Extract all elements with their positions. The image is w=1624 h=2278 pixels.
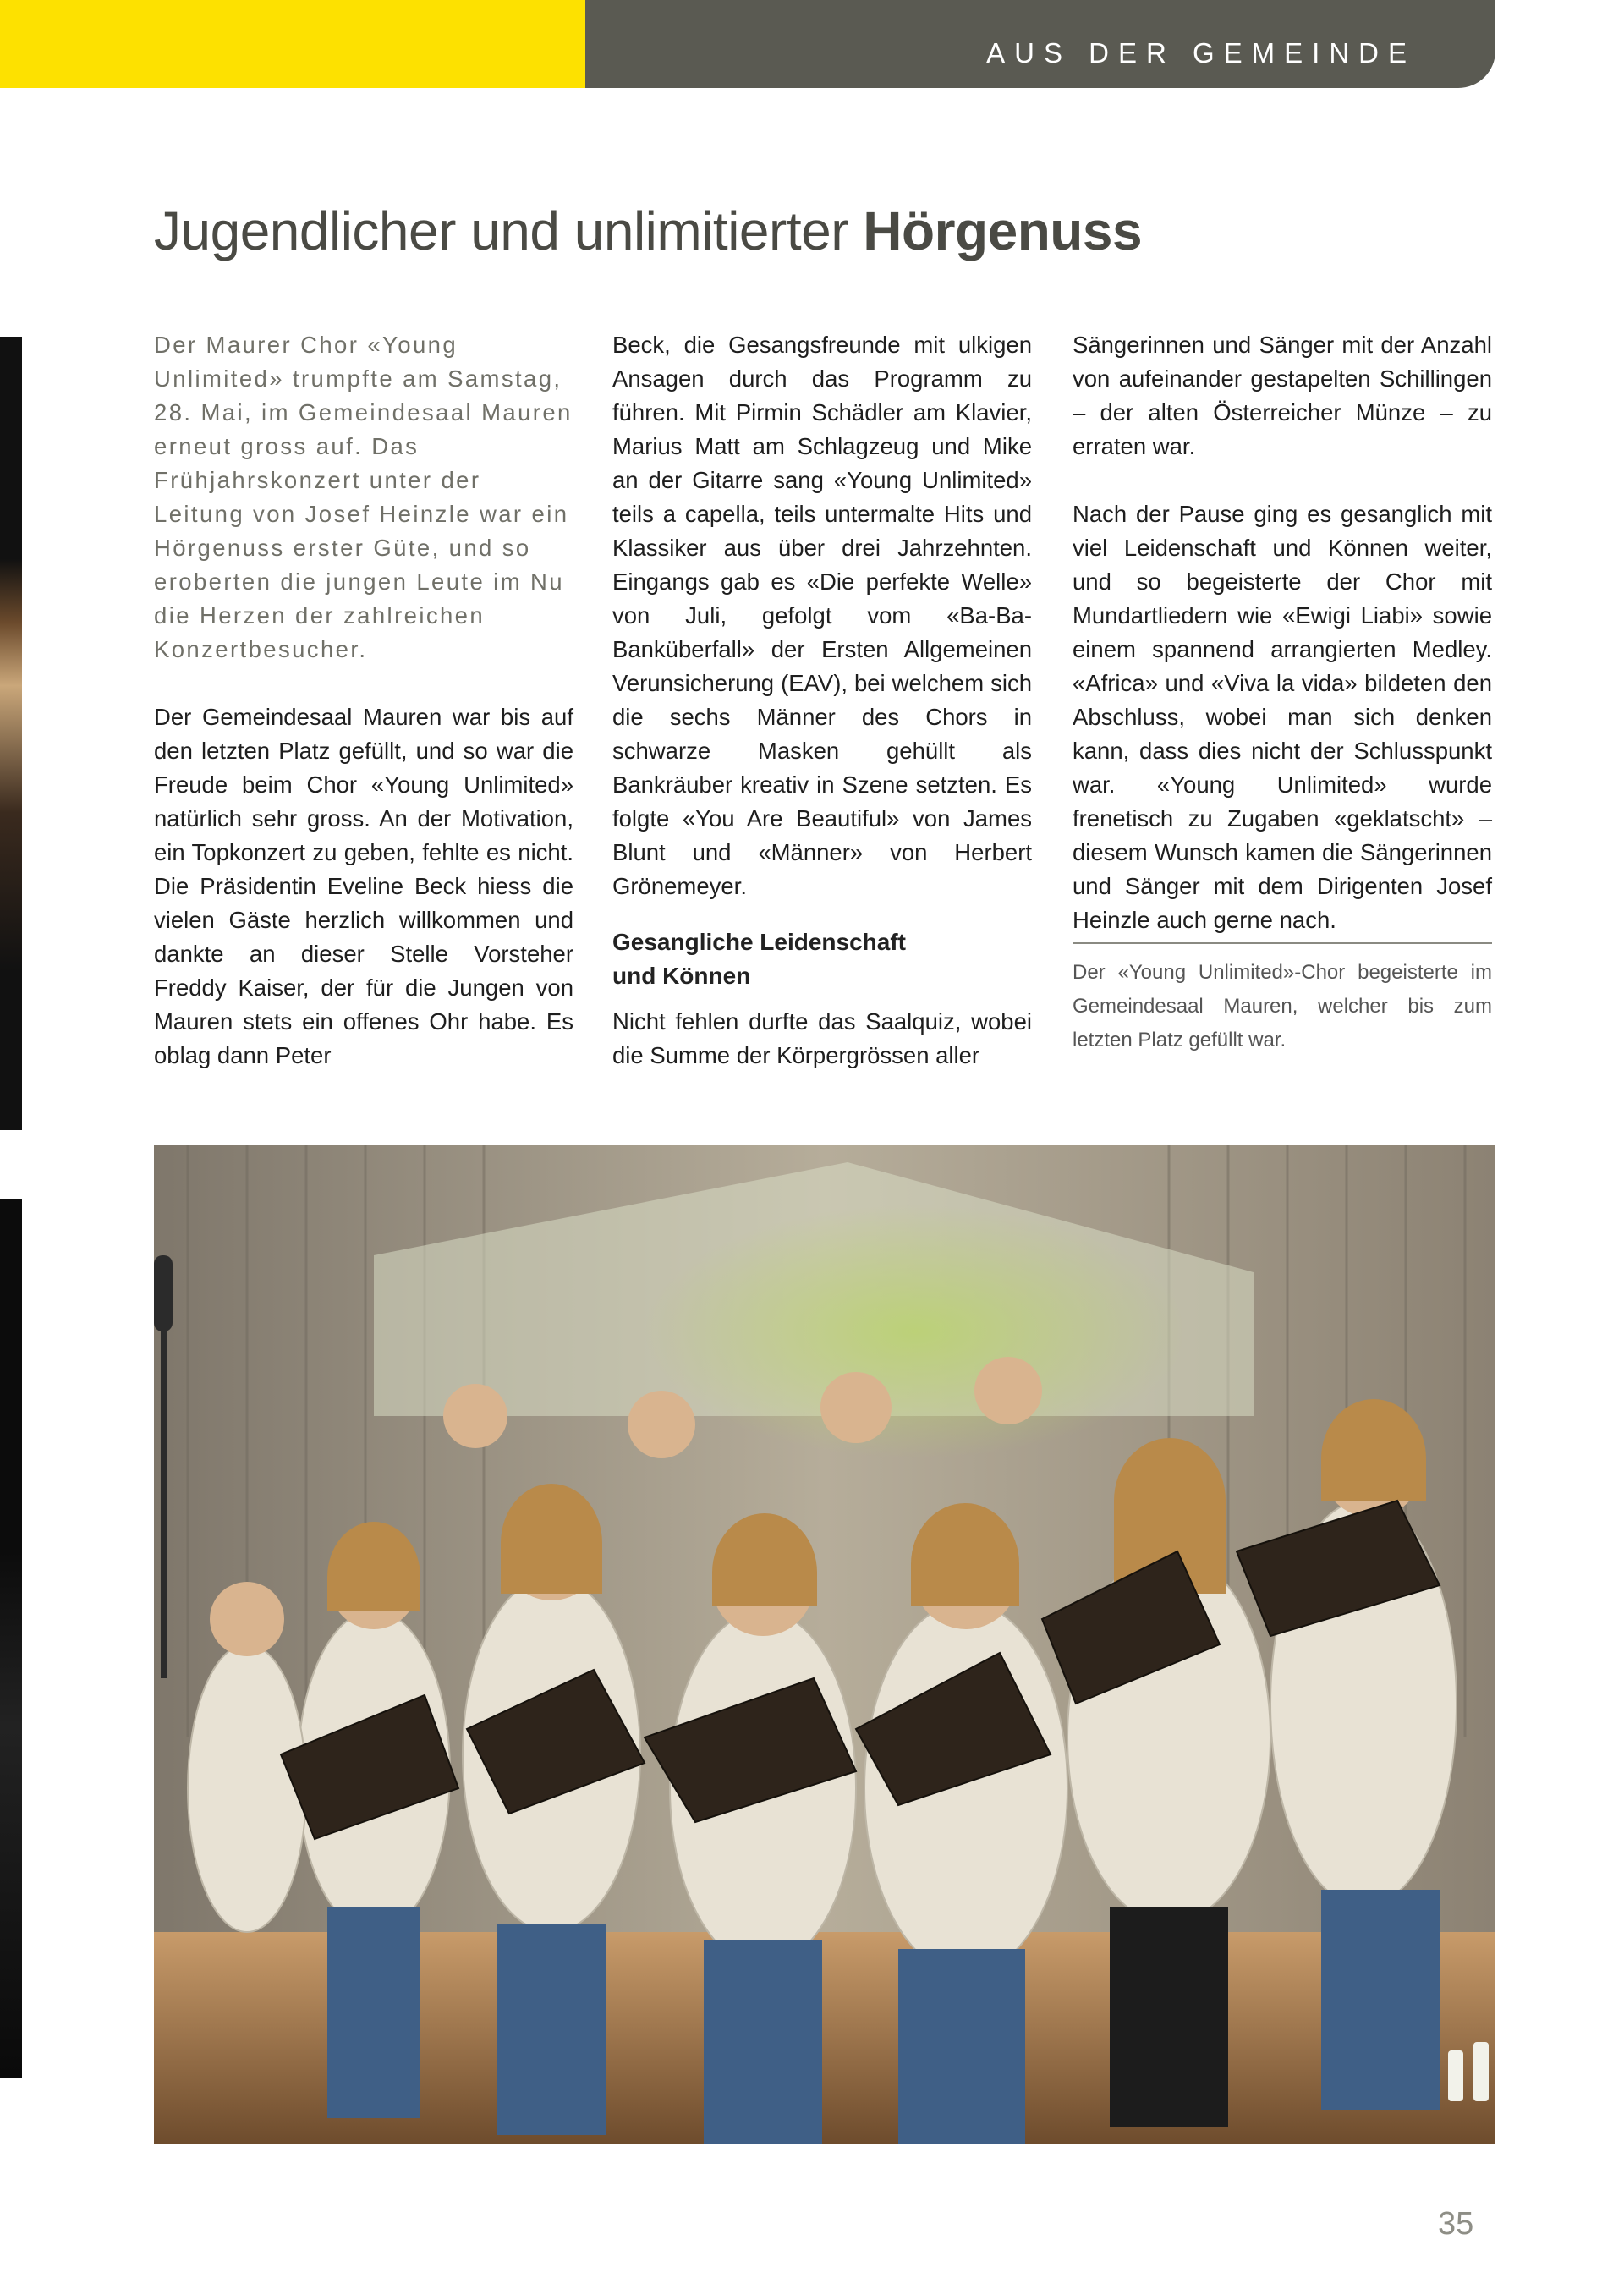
headline-bold: Hörgenuss — [863, 200, 1143, 261]
headline-regular: Jugendlicher und unlimitierter — [154, 200, 864, 261]
adjacent-page-photo-edge-lower — [0, 1199, 22, 2078]
section-label: AUS DER GEMEINDE — [986, 37, 1416, 69]
subheading: Gesangliche Leidenschaft und Können — [612, 929, 906, 989]
article-headline — [154, 200, 1142, 262]
header-accent-bar — [0, 0, 585, 88]
body-paragraph-3: Nicht fehlen durfte das Saalquiz, wobei die Summe der Körpergrössen aller — [612, 1008, 1032, 1068]
section-header-bar — [585, 0, 1495, 88]
text-column-3 — [1073, 328, 1492, 1091]
text-column-2 — [612, 328, 1032, 1106]
choir-photo — [154, 1145, 1495, 2144]
page-number: 35 — [1438, 2206, 1474, 2242]
photo-caption: Der «Young Unlimited»-Chor begeisterte im Gemeindesaal Mauren, welcher bis zum letzten Platz gefüllt war. — [1073, 961, 1492, 1051]
adjacent-page-photo-edge — [0, 337, 22, 1130]
text-column-1 — [154, 328, 573, 1106]
lead-paragraph: Der Maurer Chor «Young Unlimited» trumpfte am Samstag, 28. Mai, im Gemeindesaal Mauren erneut gross auf. Das Frühjahrskonzert unter der Leitung von Josef Heinzle war ein Hörgenuss erster Güte, und so eroberten die jungen Leute im Nu die Herzen der zahlreichen Konzertbesucher. — [154, 332, 573, 662]
body-paragraph-4: Sängerinnen und Sänger mit der Anzahl von aufeinander gestapelten Schillingen – der alten Österreicher Münze – zu erraten war. — [1073, 332, 1492, 459]
choir-photo-illustration — [154, 1145, 1495, 2144]
body-paragraph-5: Nach der Pause ging es gesanglich mit viel Leidenschaft und Können weiter, und so begeisterte der Chor mit Mundartliedern wie «Ewigi Liabi» sowie einem spannend arrangierten Medley. «Africa» und «Viva la vida» bildeten den Abschluss, wobei man sich denken kann, dass dies nicht der Schlusspunkt war. «Young Unlimited» wurde frenetisch zu Zugaben «geklatscht» – diesem Wunsch kamen die Sängerinnen und Sänger mit dem Dirigenten Josef Heinzle auch gerne nach. — [1073, 501, 1492, 933]
caption-divider — [1073, 942, 1492, 944]
body-paragraph-2: Beck, die Gesangsfreunde mit ulkigen Ansagen durch das Programm zu führen. Mit Pirmin Schädler am Klavier, Marius Matt am Schlagzeug und Mike an der Gitarre sang «Young Unlimited» teils a capella, teils untermalte Hits und Klassiker aus über drei Jahrzehnten. Eingangs gab es «Die perfekte Welle» von Juli, gefolgt vom «Ba-Ba-Banküberfall» der Ersten Allgemeinen Verunsicherung (EAV), bei welchem sich die sechs Männer des Chors in schwarze Masken gehüllt als Bankräuber kreativ in Szene setzten. Es folgte «You Are Beautiful» von James Blunt und «Männer» von Herbert Grönemeyer. — [612, 332, 1032, 899]
body-paragraph-1: Der Gemeindesaal Mauren war bis auf den letzten Platz gefüllt, und so war die Freude beim Chor «Young Unlimited» natürlich sehr gross. An der Motivation, ein Topkonzert zu geben, fehlte es nicht. Die Präsidentin Eveline Beck hiess die vielen Gäste herzlich willkommen und dankte an dieser Stelle Vorsteher Freddy Kaiser, der für die Jungen von Mauren stets ein offenes Ohr habe. Es oblag dann Peter — [154, 704, 573, 1068]
